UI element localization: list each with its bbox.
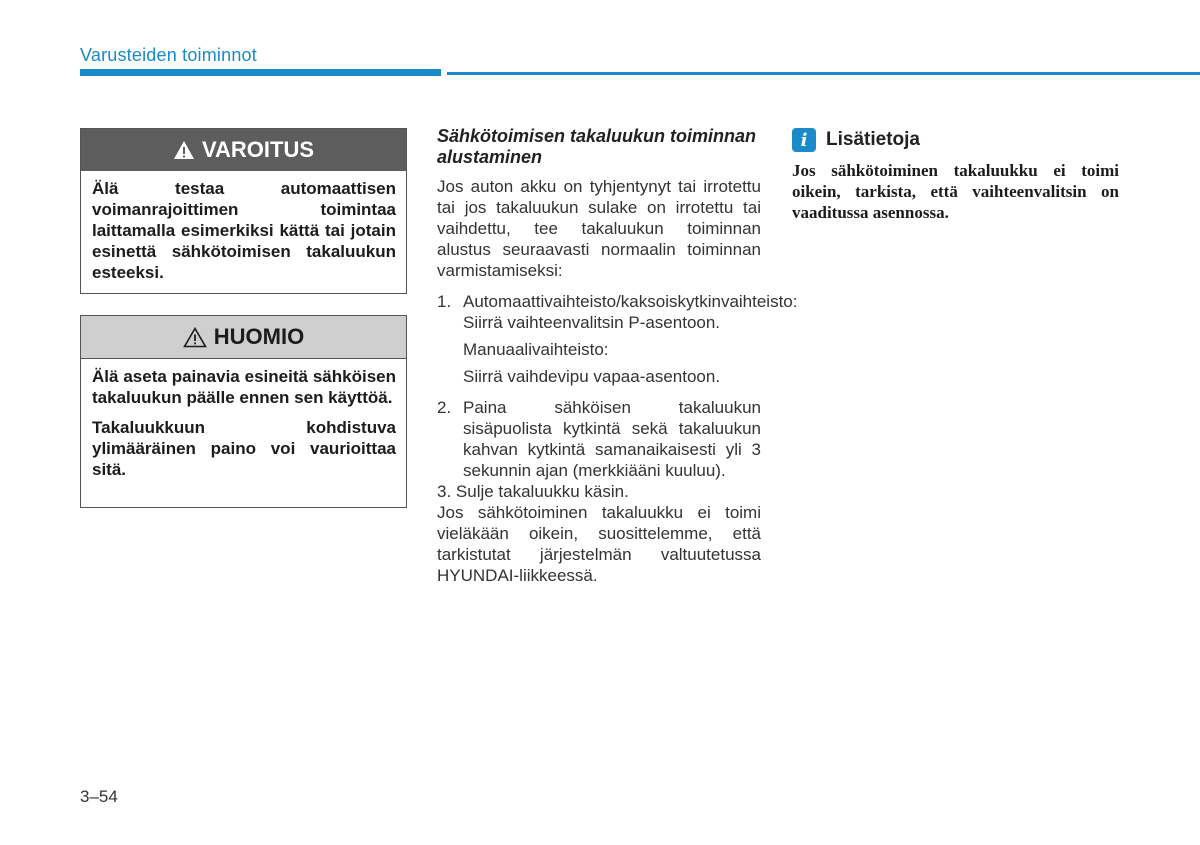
caution-paragraph: Takaluukkuun kohdistuva ylimääräinen paino voi vaurioittaa sitä. [92, 418, 396, 479]
section-title: Varusteiden toiminnot [80, 45, 257, 65]
info-text: Jos sähkötoiminen takaluukku ei toimi oikein, tarkista, että vaihteenvalitsin on vaaditussa asennossa. [792, 161, 1119, 222]
step-number: 2. [437, 398, 452, 417]
caution-paragraph: Älä aseta painavia esineitä sähköisen takaluukun päälle ennen sen käyttöä. [92, 367, 396, 407]
step-text: Paina sähköisen takaluukun sisäpuolista kytkintä sekä takaluukun kahvan kytkintä samanaikaisesti yli 3 sekunnin ajan (merkkiääni kuuluu). [463, 398, 761, 480]
warning-header [81, 129, 406, 171]
info-column [792, 128, 1119, 223]
caution-box [80, 315, 407, 508]
step-sub-item: Siirrä vaihdevipu vapaa-asentoon. [463, 367, 721, 386]
caution-title: HUOMIO [213, 324, 305, 349]
info-title: Lisätietoja [826, 129, 920, 150]
main-column [437, 126, 798, 586]
step-3: 3. Sulje takaluukku käsin. [437, 482, 629, 501]
warning-title: VAROITUS [201, 137, 315, 162]
warning-triangle-icon [173, 140, 195, 160]
caution-triangle-icon [183, 327, 207, 348]
page-number: 3–54 [80, 787, 118, 806]
outro-paragraph: Jos sähkötoiminen takaluukku ei toimi vieläkään oikein, suosittelemme, että tarkistutat järjestelmän valtuutetussa HYUNDAI-liikkeessä. [437, 503, 761, 585]
info-header [792, 128, 1119, 152]
intro-paragraph: Jos auton akku on tyhjentynyt tai irrotettu tai jos takaluukun sulake on irrotettu tai vaihdettu, tee takaluukun toiminnan alustus seuraavasti normaalin toiminnan varmistamiseksi: [437, 177, 761, 280]
step-number: 1. [437, 292, 452, 311]
main-heading: Sähkötoimisen takaluukun toiminnan alustaminen [437, 126, 757, 167]
info-icon: i [792, 128, 816, 152]
step-1 [437, 291, 798, 387]
step-sub-item: Siirrä vaihteenvalitsin P-asentoon. [463, 313, 721, 332]
header-rule-thick [80, 69, 441, 76]
step-2 [437, 397, 761, 481]
warning-text: Älä testaa automaattisen voimanrajoittimen toimintaa laittamalla esimerkiksi kättä tai jotain esinettä sähkötoimisen takaluukun esteeksi. [92, 179, 396, 282]
step-sub-item: Manuaalivaihteisto: [463, 340, 609, 359]
step-text: Automaattivaihteisto/kaksoiskytkinvaihteisto: [463, 292, 798, 311]
caution-header [81, 316, 406, 359]
warning-box [80, 128, 407, 294]
header-rule-thin [447, 72, 1200, 75]
